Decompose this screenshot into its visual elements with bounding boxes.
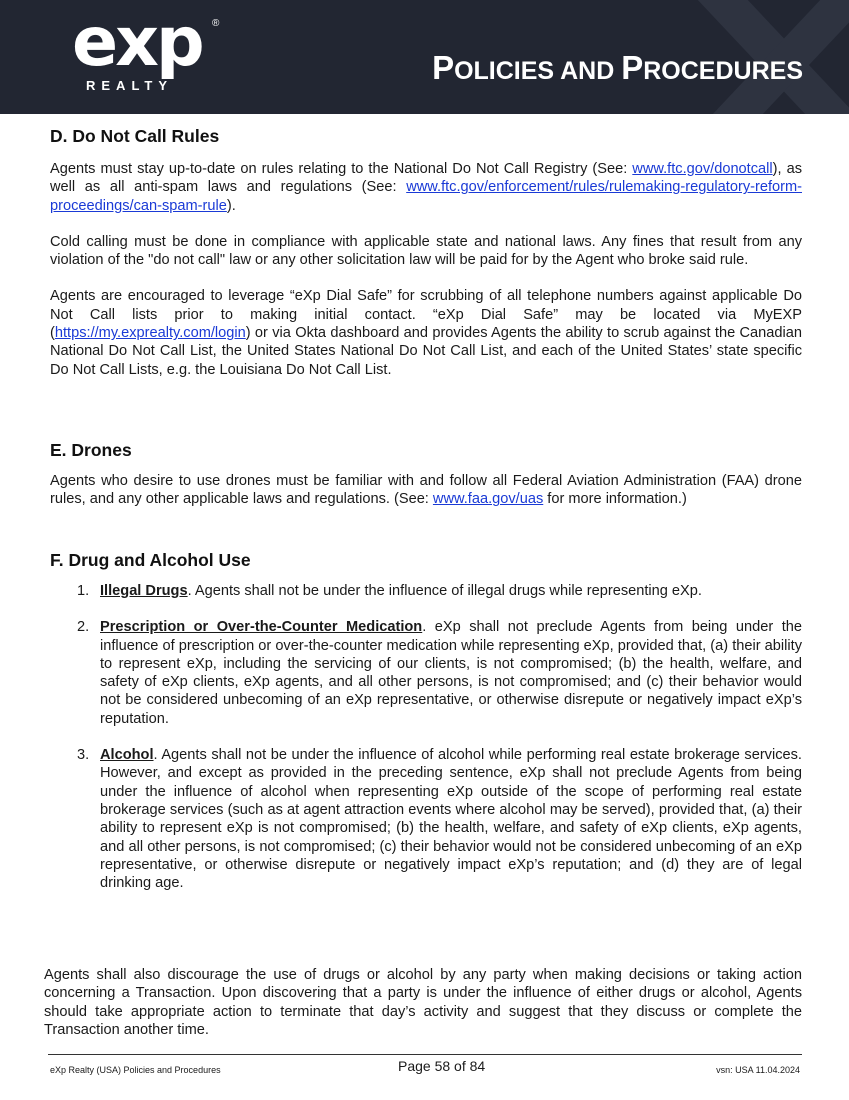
closing-paragraph: Agents shall also discourage the use of drugs or alcohol by any party when making decisions or taking action concerning a Transaction. Upon discovering that a party is under the influence of either drugs or alcohol, Agents should take appropriate action to terminate that day’s activity and suggest that they discuss or complete the Transaction another time. — [44, 967, 802, 1038]
page-footer — [48, 1054, 802, 1075]
section-do-not-call — [50, 124, 802, 379]
logo-subtitle: REALTY — [86, 78, 174, 93]
policy-list — [50, 582, 802, 892]
item-label: Prescription or Over-the-Counter Medication — [100, 619, 423, 636]
faa-uas-link[interactable]: www.faa.gov/uas — [432, 491, 544, 508]
item-label: Alcohol — [100, 747, 154, 764]
footer-document-name: eXp Realty (USA) Policies and Procedures — [50, 1065, 221, 1075]
list-item: 3. Alcohol. Agents shall not be under the influence of alcohol while performing real estate brokerage services. However, and except as provided in the preceding sentence, eXp shall not preclude Agents from being under the influence of alcohol when representing eXp outside of the scope of performing real estate brokerage services (such as at agent attraction events where alcohol may be served), provided that, (a) their ability to represent eXp is not compromised; (b) the health, welfare, and safety of eXp clients, eXp agents, and all other persons, is not compromised; (c) their behavior would not be considered unbecoming of an eXp representative, or otherwise disrepute or negatively impact eXp’s reputation; and (d) they are of legal drinking age. — [77, 747, 802, 892]
section-heading: D. Do Not Call Rules — [50, 126, 220, 146]
can-spam-rule-link[interactable]: www.ftc.gov/enforcement/rules/rulemaking-regulatory-reform-proceedings/can-spam-rule — [50, 179, 802, 214]
list-number: 1. — [77, 583, 90, 599]
footer-version: vsn: USA 11.04.2024 — [716, 1065, 800, 1075]
registered-mark: ® — [212, 18, 220, 29]
ftc-donotcall-link[interactable]: www.ftc.gov/donotcall — [632, 161, 773, 177]
section-heading: F. Drug and Alcohol Use — [50, 550, 251, 570]
paragraph: Agents must stay up-to-date on rules relating to the National Do Not Call Registry (See: www.ftc.gov/donotcall), as well as all anti-spam laws and regulations (See: www.ftc.gov/enforcement/rules/rulemaking-regulatory-reform-proceedings/can-spam-rule). — [50, 161, 802, 214]
list-number: 3. — [77, 747, 90, 764]
exp-realty-logo — [72, 3, 227, 98]
paragraph: Agents are encouraged to leverage “eXp Dial Safe” for scrubbing of all telephone numbers against applicable Do Not Call lists prior to making initial contact. “eXp Dial Safe” may be located via MyEXP (https://my.exprealty.com/login) or via Okta dashboard and provides Agents the ability to scrub against the Canadian National Do Not Call List, the United States National Do Not Call List, and each of the United States’ state specific Do Not Call Lists, e.g. the Louisiana Do Not Call List. — [50, 288, 802, 378]
list-item: 1. Illegal Drugs. Agents shall not be under the influence of illegal drugs while representing eXp. — [77, 583, 702, 599]
list-item: 2. Prescription or Over-the-Counter Medication. eXp shall not preclude Agents from being under the influence of prescription or over-the-counter medication while representing eXp, provided that, (a) their ability to represent eXp, including the servicing of our clients, is not compromised; (b) the health, welfare, and safety of eXp clients, eXp agents, and all other persons, is not compromised; and (c) their behavior would not be considered unbecoming of an eXp representative, or otherwise disrepute or negatively impact eXp’s reputation. — [77, 619, 802, 727]
page-number: Page 58 of 84 — [398, 1058, 486, 1074]
paragraph: Agents who desire to use drones must be familiar with and follow all Federal Aviation Administration (FAA) drone rules, and any other applicable laws and regulations. (See: www.faa.gov/uas for more information.) — [50, 473, 802, 508]
paragraph: Cold calling must be done in compliance with applicable state and national laws. Any fines that result from any violation of the "do not call" law or any other solicitation law will be paid for by the Agent who broke said rule. — [50, 233, 802, 269]
item-label: Illegal Drugs — [100, 583, 188, 599]
myexp-login-link[interactable]: https://my.exprealty.com/login — [54, 325, 246, 342]
document-title: POLICIES AND PROCEDURES — [432, 49, 803, 86]
list-number: 2. — [77, 619, 90, 636]
section-drug-alcohol — [50, 548, 802, 892]
section-heading: E. Drones — [50, 440, 132, 460]
page-header — [0, 0, 849, 114]
section-drones — [50, 438, 802, 509]
logo-wordmark: exp — [72, 3, 202, 82]
